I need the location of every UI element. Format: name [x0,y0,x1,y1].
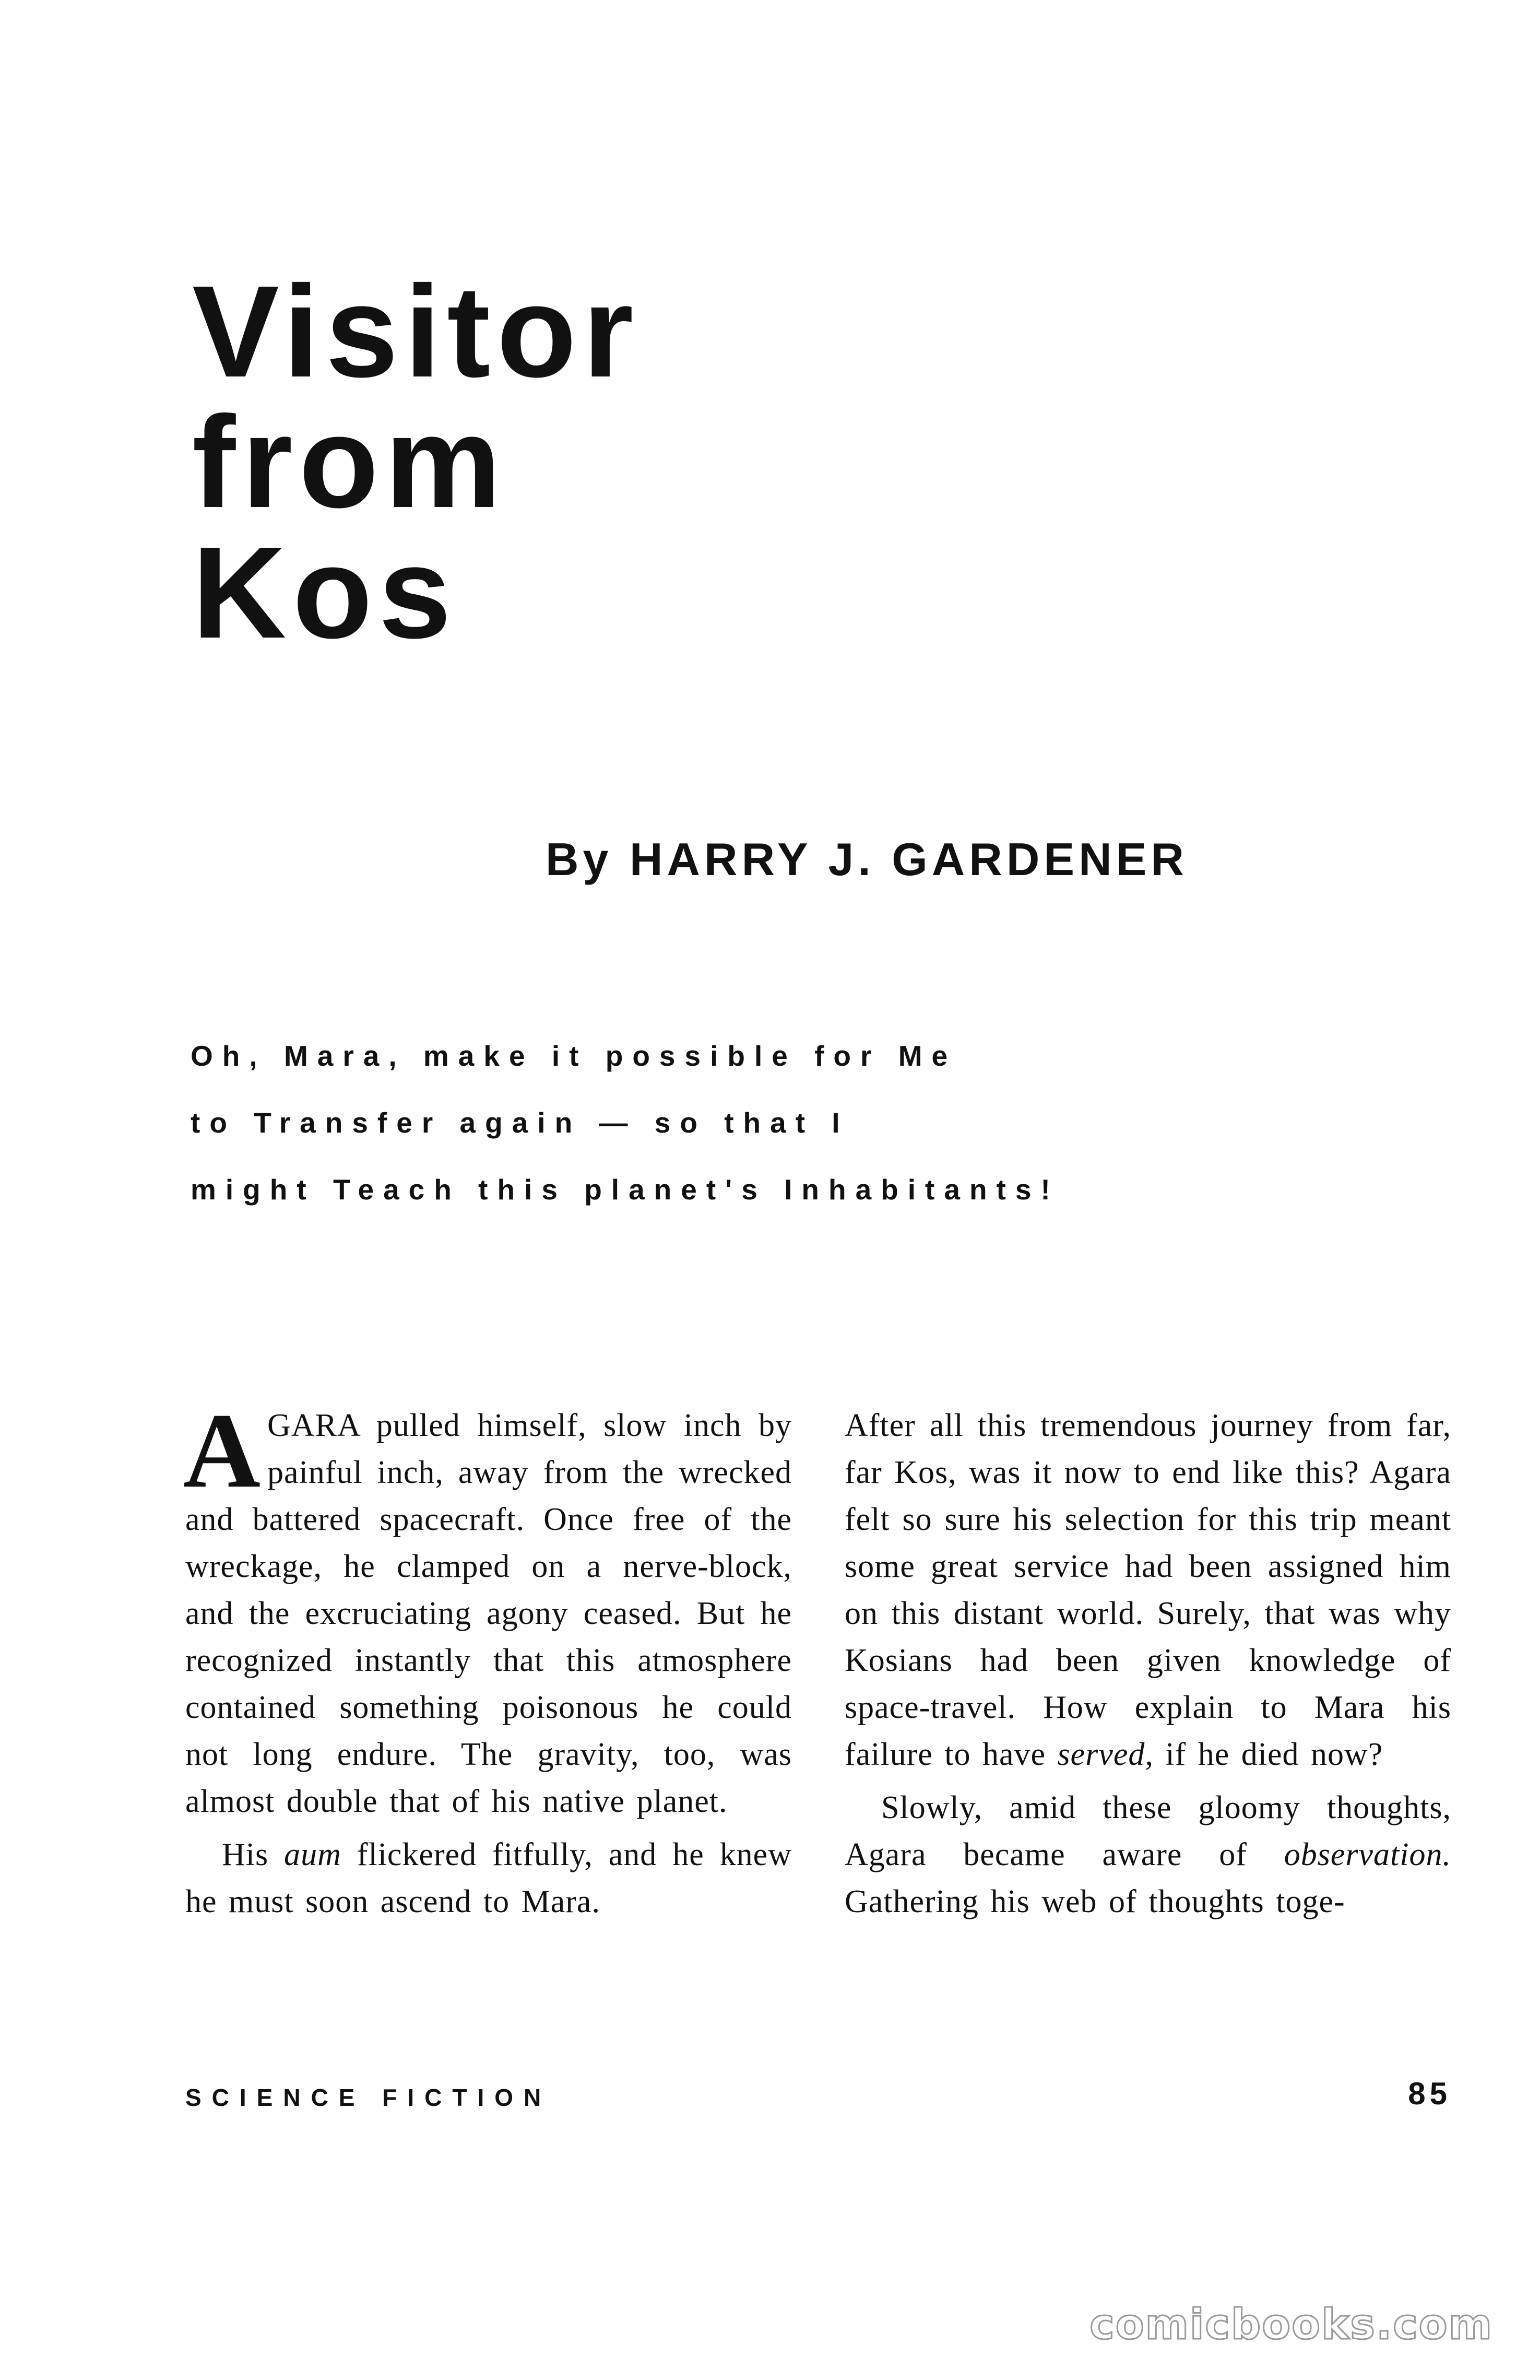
paragraph [845,1784,1451,1925]
paragraph-text: His [222,1837,285,1872]
magazine-name: SCIENCE FICTION [185,2084,552,2111]
watermark: comicbooks.com [1089,2300,1493,2349]
emphasis-text: served, [1057,1737,1154,1772]
paragraph-text: if he died now? [1153,1737,1383,1772]
paragraph-text: After all this tremendous journey from far, far Kos, was it now to end like this? Agara felt so sure his selection for this trip meant some great service had been assigned him on this distant world. Surely, that was why Kosians had been given knowledge of space-travel. How explain to Mara his failure to have [845,1408,1451,1772]
blurb-line: to Transfer again — so that I [191,1106,849,1139]
paragraph [845,1402,1451,1778]
page-number: 85 [1408,2076,1451,2111]
paragraph-text: Slowly, amid these gloomy thoughts, Agara became aware of [845,1790,1451,1872]
body-column-left [183,1392,792,1925]
paragraph [183,1392,792,1825]
paragraph-text: GARA pulled himself, slow inch by painful inch, away from the wrecked and battered spacecraft. Once free of the wreckage, he clamped on a nerve-block, and the excruciating agony ceased. But he recognized instantly that this atmosphere contained something poisonous he could not long endure. The gravity, too, was almost double that of his native planet. [185,1408,792,1819]
paragraph-text: Gathering his web of thoughts toge- [845,1884,1345,1919]
story-blurb [191,1039,1060,1240]
emphasis-text: observation. [1284,1837,1451,1872]
blurb-line: Oh, Mara, make it possible for Me [191,1040,957,1072]
blurb-line: might Teach this planet's Inhabitants! [191,1173,1060,1206]
title-line: Visitor [192,258,640,404]
author-byline: By HARRY J. GARDENER [546,833,1188,885]
paragraph [185,1831,792,1925]
drop-cap: A [183,1392,262,1510]
emphasis-text: aum [284,1837,341,1872]
title-line: from [192,389,507,535]
title-line: Kos [192,520,458,665]
paragraph-text: flickered fitfully, and he knew he must soon ascend to Mara. [185,1837,792,1919]
story-title [192,258,640,665]
body-column-right [845,1402,1451,1925]
